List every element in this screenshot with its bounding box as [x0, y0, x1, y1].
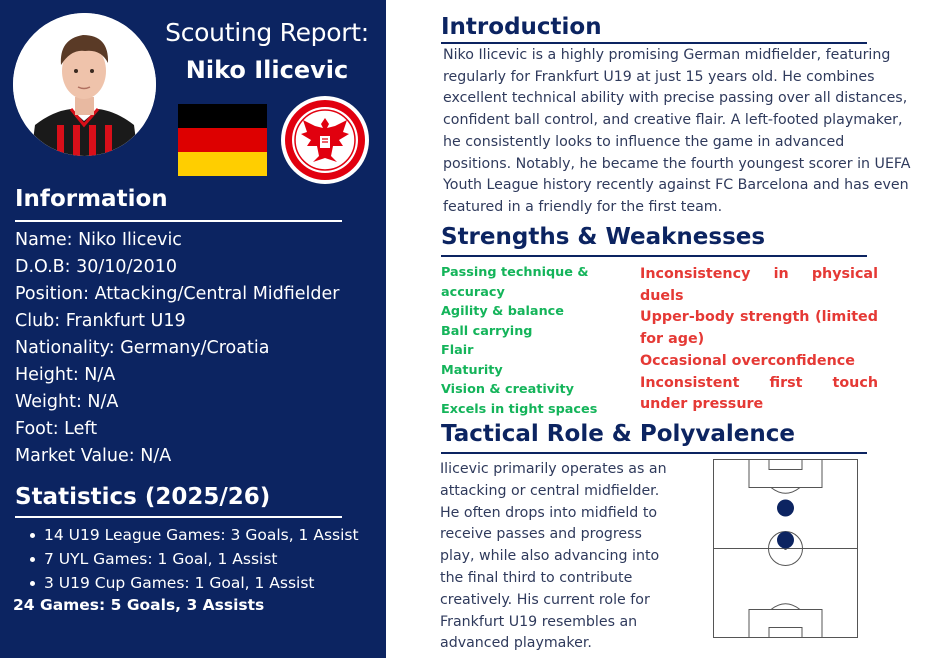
info-row: Market Value: N/A: [15, 446, 172, 466]
position-marker-attacking-midfield: [777, 500, 794, 517]
info-row: Club: Frankfurt U19: [15, 311, 186, 331]
info-row: Nationality: Germany/Croatia: [15, 338, 270, 358]
strengths-weaknesses-divider: [441, 255, 867, 257]
introduction-divider: [441, 42, 867, 44]
strengths-list: [441, 263, 636, 419]
weakness-item: Inconsistency in physical duels: [640, 266, 878, 304]
statistics-divider: [15, 516, 342, 518]
info-row: Name: Niko Ilicevic: [15, 230, 182, 250]
position-marker-central-midfield: [777, 532, 794, 549]
germany-flag-icon: [178, 104, 267, 176]
information-divider: [15, 220, 342, 222]
strength-item: Excels in tight spaces: [441, 401, 598, 417]
strength-item: Agility & balance: [441, 304, 564, 319]
left-panel: [0, 0, 386, 658]
strength-item: Maturity: [441, 362, 503, 378]
player-photo: [13, 13, 156, 156]
info-row: Weight: N/A: [15, 392, 119, 412]
information-title: Information: [15, 186, 168, 212]
player-name: Niko Ilicevic: [185, 56, 349, 84]
tactical-title: Tactical Role & Polyvalence: [441, 421, 796, 447]
strength-item: Flair: [441, 343, 474, 358]
info-row: Height: N/A: [15, 365, 116, 385]
report-label: Scouting Report:: [165, 18, 369, 47]
weakness-item: Upper-body strength (limited for age): [640, 309, 878, 348]
stat-item: 14 U19 League Games: 3 Goals, 1 Assist: [30, 523, 359, 547]
tactical-divider: [441, 452, 867, 454]
tactical-text: Ilicevic primarily operates as an attacking or central midfielder. He often drops into midfield to receive passes and progress play, while also advancing into the final third to contribute creatively. His current role for Frankfurt U19 resembles an advanced playmaker.: [440, 461, 667, 652]
information-list: [15, 227, 340, 470]
strengths-weaknesses-title: Strengths & Weaknesses: [441, 224, 766, 250]
info-row: Position: Attacking/Central Midfielder: [15, 284, 340, 304]
stat-item: 7 UYL Games: 1 Goal, 1 Assist: [30, 547, 359, 571]
introduction-title: Introduction: [441, 14, 602, 40]
introduction-text: Niko Ilicevic is a highly promising German midfielder, featuring regularly for Frankfurt U19 at just 15 years old. He combines excellent technical ability with precise passing over all distances, confident ball control, and creative flair. A left-footed playmaker, he consistently looks to influence the game in advanced positions. Notably, he became the fourth youngest scorer in UEFA Youth League history recently against FC Barcelona and has even featured in a friendly for the first team.: [443, 47, 911, 215]
info-row: Foot: Left: [15, 419, 98, 439]
info-row: D.O.B: 30/10/2010: [15, 257, 177, 277]
statistics-total: 24 Games: 5 Goals, 3 Assists: [13, 596, 265, 614]
weaknesses-list: [640, 264, 878, 416]
stat-item: 3 U19 Cup Games: 1 Goal, 1 Assist: [30, 571, 359, 595]
eintracht-frankfurt-crest-icon: [281, 96, 369, 184]
strength-item: Ball carrying: [441, 323, 533, 339]
strength-item: Passing technique & accuracy: [441, 265, 589, 300]
statistics-title: Statistics (2025/26): [15, 484, 271, 510]
weakness-item: Occasional overconfidence: [640, 352, 855, 369]
football-pitch-icon: [713, 459, 858, 638]
weakness-item: Inconsistent first touch under pressure: [640, 374, 878, 413]
statistics-list: [30, 523, 359, 595]
strength-item: Vision & creativity: [441, 382, 574, 397]
